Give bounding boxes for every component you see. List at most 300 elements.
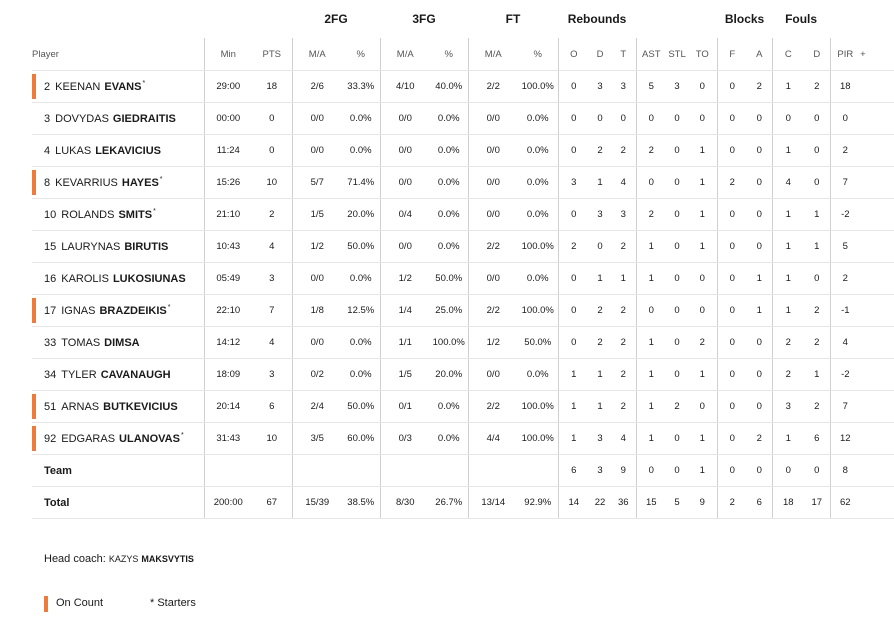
col-blk-f[interactable]: F	[717, 38, 747, 71]
player-last-name[interactable]: LEKAVICIUS	[95, 144, 162, 157]
cell-reb-o: 6	[558, 455, 589, 487]
cell-ft-ma: 0/0	[468, 167, 518, 199]
cell-reb-o: 1	[558, 423, 589, 455]
cell-pts: 0	[252, 103, 292, 135]
table-row	[32, 423, 894, 455]
on-count-marker-icon	[32, 426, 36, 451]
cell-blk-f: 0	[717, 423, 747, 455]
cell-foul-d: 6	[804, 423, 830, 455]
cell-fg3-pct: 0.0%	[430, 167, 468, 199]
cell-blk-a: 0	[747, 391, 772, 423]
cell-ft-pct: 100.0%	[518, 295, 558, 327]
cell-ft-pct: 0.0%	[518, 167, 558, 199]
player-number: 34	[44, 368, 57, 381]
cell-fg2-pct: 38.5%	[342, 487, 380, 519]
cell-pir: 5	[830, 231, 860, 263]
cell-reb-t: 2	[611, 359, 636, 391]
cell-foul-c: 2	[772, 327, 804, 359]
cell-pir: 18	[830, 71, 860, 103]
cell-fg3-pct: 0.0%	[430, 423, 468, 455]
player-last-name[interactable]: CAVANAUGH	[100, 368, 171, 381]
cell-pir: -2	[830, 199, 860, 231]
cell-reb-o: 3	[558, 167, 589, 199]
cell-pts: 7	[252, 295, 292, 327]
cell-pir: -2	[830, 359, 860, 391]
box-score-table	[32, 0, 894, 519]
col-fg3-pct[interactable]: %	[430, 38, 468, 71]
cell-extra	[860, 199, 894, 231]
cell-ast: 0	[636, 167, 666, 199]
cell-min: 14:12	[204, 327, 252, 359]
cell-reb-o: 0	[558, 103, 589, 135]
cell-ft-ma: 2/2	[468, 231, 518, 263]
cell-fg2-pct: 0.0%	[342, 263, 380, 295]
cell-pir: 62	[830, 487, 860, 519]
cell-reb-t: 4	[611, 423, 636, 455]
cell-blk-f: 0	[717, 263, 747, 295]
cell-ft-pct: 0.0%	[518, 199, 558, 231]
cell-fg2-ma: 0/0	[292, 135, 342, 167]
cell-pts: 3	[252, 263, 292, 295]
cell-ast: 2	[636, 135, 666, 167]
col-foul-d[interactable]: D	[804, 38, 830, 71]
col-fg3-ma[interactable]: M/A	[380, 38, 430, 71]
cell-ft-ma: 0/0	[468, 103, 518, 135]
cell-pts: 4	[252, 231, 292, 263]
player-last-name[interactable]: BRAZDEIKIS	[99, 304, 167, 317]
cell-reb-d: 3	[589, 423, 611, 455]
cell-ast: 5	[636, 71, 666, 103]
cell-blk-a: 0	[747, 359, 772, 391]
cell-foul-c: 18	[772, 487, 804, 519]
cell-reb-o: 0	[558, 295, 589, 327]
cell-min: 22:10	[204, 295, 252, 327]
cell-ast: 1	[636, 231, 666, 263]
cell-reb-d: 3	[589, 71, 611, 103]
cell-foul-d: 2	[804, 391, 830, 423]
cell-to: 1	[688, 423, 717, 455]
cell-reb-d: 0	[589, 103, 611, 135]
table-row	[32, 327, 894, 359]
cell-pir: 4	[830, 327, 860, 359]
cell-stl: 2	[666, 391, 688, 423]
cell-foul-c: 1	[772, 295, 804, 327]
cell-foul-d: 0	[804, 103, 830, 135]
player-cell[interactable]	[32, 327, 204, 359]
cell-ft-pct: 0.0%	[518, 263, 558, 295]
cell-min: 31:43	[204, 423, 252, 455]
cell-foul-d: 0	[804, 167, 830, 199]
col-fg2-pct[interactable]: %	[342, 38, 380, 71]
cell-blk-f: 0	[717, 455, 747, 487]
cell-stl: 0	[666, 103, 688, 135]
cell-stl: 0	[666, 295, 688, 327]
player-last-name[interactable]: DIMSA	[104, 336, 140, 349]
cell-blk-a: 0	[747, 103, 772, 135]
cell-blk-a: 0	[747, 167, 772, 199]
cell-fg3-pct: 100.0%	[430, 327, 468, 359]
group-header-row	[32, 0, 894, 38]
col-blk-a[interactable]: A	[747, 38, 772, 71]
cell-pir: 2	[830, 135, 860, 167]
cell-pts: 10	[252, 167, 292, 199]
cell-foul-c: 0	[772, 103, 804, 135]
total-row	[32, 487, 894, 519]
cell-fg3-ma: 1/1	[380, 327, 430, 359]
cell-extra	[860, 391, 894, 423]
cell-ast: 1	[636, 391, 666, 423]
cell-foul-c: 3	[772, 391, 804, 423]
on-count-marker-icon	[32, 394, 36, 419]
cell-pts	[252, 455, 292, 487]
player-last-name[interactable]: EVANS	[104, 80, 142, 93]
player-cell[interactable]	[32, 359, 204, 391]
cell-fg3-ma: 1/2	[380, 263, 430, 295]
cell-ft-ma: 0/0	[468, 263, 518, 295]
cell-fg2-ma: 3/5	[292, 423, 342, 455]
cell-to: 1	[688, 359, 717, 391]
cell-ft-ma	[468, 455, 518, 487]
cell-fg2-pct: 33.3%	[342, 71, 380, 103]
cell-to: 0	[688, 263, 717, 295]
col-stl[interactable]: STL	[666, 38, 688, 71]
col-reb-d[interactable]: D	[589, 38, 611, 71]
cell-extra	[860, 103, 894, 135]
cell-reb-o: 0	[558, 263, 589, 295]
group-3fg: 3FG	[412, 12, 436, 26]
cell-stl: 5	[666, 487, 688, 519]
cell-fg3-pct: 26.7%	[430, 487, 468, 519]
cell-fg3-pct: 20.0%	[430, 359, 468, 391]
cell-ast: 1	[636, 423, 666, 455]
cell-min: 05:49	[204, 263, 252, 295]
cell-ft-pct: 50.0%	[518, 327, 558, 359]
cell-ft-pct: 100.0%	[518, 423, 558, 455]
cell-reb-o: 0	[558, 199, 589, 231]
group-2fg: 2FG	[324, 12, 348, 26]
cell-ft-ma: 0/0	[468, 199, 518, 231]
cell-foul-c: 0	[772, 455, 804, 487]
cell-min: 21:10	[204, 199, 252, 231]
player-number: 4	[44, 144, 51, 157]
cell-stl: 0	[666, 167, 688, 199]
cell-to: 2	[688, 327, 717, 359]
cell-ast: 1	[636, 327, 666, 359]
cell-to: 1	[688, 167, 717, 199]
cell-min: 200:00	[204, 487, 252, 519]
cell-fg3-ma: 0/0	[380, 231, 430, 263]
total-label-cell	[32, 487, 204, 519]
cell-extra	[860, 295, 894, 327]
cell-min	[204, 455, 252, 487]
legend-starters: * Starters	[150, 597, 196, 609]
cell-fg3-pct: 0.0%	[430, 231, 468, 263]
player-cell[interactable]	[32, 103, 204, 135]
cell-stl: 0	[666, 423, 688, 455]
cell-fg2-ma: 1/5	[292, 199, 342, 231]
player-cell[interactable]	[32, 199, 204, 231]
cell-reb-d: 2	[589, 327, 611, 359]
col-ft-pct[interactable]: %	[518, 38, 558, 71]
cell-stl: 0	[666, 327, 688, 359]
cell-pts: 3	[252, 359, 292, 391]
player-number: 17	[44, 304, 57, 317]
player-last-name[interactable]: GIEDRAITIS	[112, 112, 176, 125]
cell-ast: 1	[636, 359, 666, 391]
cell-reb-o: 2	[558, 231, 589, 263]
cell-ft-ma: 2/2	[468, 71, 518, 103]
cell-blk-f: 2	[717, 167, 747, 199]
cell-blk-a: 0	[747, 199, 772, 231]
player-first-name: IGNAS	[61, 304, 96, 317]
player-number: 2	[44, 80, 51, 93]
cell-ft-pct: 92.9%	[518, 487, 558, 519]
cell-extra	[860, 231, 894, 263]
cell-fg3-pct: 0.0%	[430, 391, 468, 423]
cell-blk-a: 1	[747, 263, 772, 295]
cell-blk-f: 2	[717, 487, 747, 519]
cell-reb-d: 1	[589, 391, 611, 423]
cell-ft-pct: 0.0%	[518, 103, 558, 135]
player-cell[interactable]	[32, 71, 204, 103]
cell-fg3-ma: 4/10	[380, 71, 430, 103]
cell-fg3-pct: 0.0%	[430, 103, 468, 135]
cell-to: 1	[688, 199, 717, 231]
column-header-row	[32, 38, 894, 71]
table-row	[32, 71, 894, 103]
group-rebounds: Rebounds	[567, 12, 627, 26]
cell-ft-pct: 100.0%	[518, 71, 558, 103]
cell-to: 0	[688, 295, 717, 327]
cell-ft-pct: 100.0%	[518, 231, 558, 263]
cell-reb-d: 1	[589, 167, 611, 199]
cell-reb-d: 3	[589, 455, 611, 487]
col-to[interactable]: TO	[688, 38, 717, 71]
cell-fg2-ma: 0/0	[292, 103, 342, 135]
cell-to: 1	[688, 135, 717, 167]
player-last-name[interactable]: ULANOVAS	[119, 432, 180, 445]
cell-pir: 0	[830, 103, 860, 135]
cell-fg2-pct: 0.0%	[342, 103, 380, 135]
player-last-name[interactable]: SMITS	[118, 208, 153, 221]
cell-blk-f: 0	[717, 71, 747, 103]
col-player[interactable]: Player	[32, 38, 204, 71]
cell-fg2-pct: 0.0%	[342, 135, 380, 167]
cell-extra	[860, 327, 894, 359]
player-first-name: EDGARAS	[61, 432, 116, 445]
cell-ft-ma: 2/2	[468, 295, 518, 327]
cell-blk-a: 1	[747, 295, 772, 327]
cell-blk-f: 0	[717, 295, 747, 327]
cell-extra	[860, 71, 894, 103]
player-cell[interactable]	[32, 391, 204, 423]
cell-fg2-ma: 2/6	[292, 71, 342, 103]
cell-ast: 0	[636, 103, 666, 135]
head-coach	[44, 553, 194, 565]
cell-fg3-ma: 0/0	[380, 135, 430, 167]
cell-reb-t: 0	[611, 103, 636, 135]
cell-fg2-pct	[342, 455, 380, 487]
head-coach-label: Head coach:	[44, 553, 106, 565]
group-ft: FT	[505, 12, 521, 26]
legend-on-count: On Count	[56, 597, 104, 609]
cell-foul-d: 2	[804, 71, 830, 103]
table-row	[32, 103, 894, 135]
cell-ft-ma: 1/2	[468, 327, 518, 359]
cell-fg2-pct: 60.0%	[342, 423, 380, 455]
cell-extra	[860, 359, 894, 391]
cell-blk-a: 0	[747, 327, 772, 359]
player-last-name[interactable]: LUKOSIUNAS	[112, 272, 186, 285]
player-first-name: TOMAS	[61, 336, 101, 349]
cell-fg3-ma: 0/0	[380, 103, 430, 135]
cell-pir: 2	[830, 263, 860, 295]
cell-to: 0	[688, 391, 717, 423]
cell-foul-d: 0	[804, 263, 830, 295]
player-cell[interactable]	[32, 263, 204, 295]
player-first-name: DOVYDAS	[55, 112, 109, 125]
player-cell[interactable]	[32, 231, 204, 263]
cell-pts: 10	[252, 423, 292, 455]
player-last-name[interactable]: BUTKEVICIUS	[103, 400, 178, 413]
cell-stl: 0	[666, 135, 688, 167]
col-ast[interactable]: AST	[636, 38, 666, 71]
cell-reb-t: 2	[611, 327, 636, 359]
cell-blk-a: 2	[747, 71, 772, 103]
cell-fg3-ma: 1/4	[380, 295, 430, 327]
cell-blk-f: 0	[717, 327, 747, 359]
player-last-name[interactable]: BIRUTIS	[124, 240, 169, 253]
cell-foul-c: 1	[772, 199, 804, 231]
cell-foul-d: 0	[804, 455, 830, 487]
cell-fg3-ma: 0/3	[380, 423, 430, 455]
cell-reb-t: 4	[611, 167, 636, 199]
total-label: Total	[44, 496, 70, 509]
cell-stl: 0	[666, 359, 688, 391]
cell-reb-o: 14	[558, 487, 589, 519]
table-row	[32, 135, 894, 167]
col-pir[interactable]: PIR	[830, 38, 860, 71]
on-count-marker-icon	[44, 596, 48, 612]
cell-blk-f: 0	[717, 199, 747, 231]
cell-blk-a: 6	[747, 487, 772, 519]
cell-pts: 18	[252, 71, 292, 103]
cell-blk-a: 2	[747, 423, 772, 455]
group-blocks: Blocks	[724, 12, 765, 26]
cell-min: 18:09	[204, 359, 252, 391]
on-count-marker-icon	[32, 170, 36, 195]
cell-reb-t: 2	[611, 295, 636, 327]
on-count-marker-icon	[32, 74, 36, 99]
cell-reb-o: 0	[558, 135, 589, 167]
player-first-name: ROLANDS	[61, 208, 115, 221]
cell-fg2-pct: 71.4%	[342, 167, 380, 199]
cell-fg3-pct: 0.0%	[430, 199, 468, 231]
col-min[interactable]: Min	[204, 38, 252, 71]
cell-reb-d: 0	[589, 231, 611, 263]
col-reb-o[interactable]: O	[558, 38, 589, 71]
cell-ast: 2	[636, 199, 666, 231]
cell-extra	[860, 455, 894, 487]
player-first-name: TYLER	[61, 368, 97, 381]
col-ft-ma[interactable]: M/A	[468, 38, 518, 71]
table-row	[32, 263, 894, 295]
cell-ft-ma: 13/14	[468, 487, 518, 519]
cell-fg3-pct	[430, 455, 468, 487]
cell-fg3-pct: 0.0%	[430, 135, 468, 167]
cell-blk-f: 0	[717, 103, 747, 135]
cell-ft-ma: 2/2	[468, 391, 518, 423]
cell-pts: 4	[252, 327, 292, 359]
player-number: 92	[44, 432, 57, 445]
team-label: Team	[44, 464, 72, 477]
cell-reb-d: 2	[589, 135, 611, 167]
cell-fg2-ma: 0/0	[292, 263, 342, 295]
team-label-cell	[32, 455, 204, 487]
col-pts[interactable]: PTS	[252, 38, 292, 71]
table-row	[32, 167, 894, 199]
cell-pts: 2	[252, 199, 292, 231]
cell-extra	[860, 487, 894, 519]
cell-foul-d: 1	[804, 231, 830, 263]
player-cell[interactable]	[32, 167, 204, 199]
starter-mark: *	[142, 79, 146, 87]
cell-fg2-pct: 50.0%	[342, 231, 380, 263]
starter-mark: *	[153, 207, 156, 215]
cell-min: 10:43	[204, 231, 252, 263]
cell-foul-c: 4	[772, 167, 804, 199]
cell-reb-d: 22	[589, 487, 611, 519]
player-number: 51	[44, 400, 57, 413]
cell-fg3-pct: 50.0%	[430, 263, 468, 295]
player-cell[interactable]	[32, 135, 204, 167]
cell-foul-d: 1	[804, 359, 830, 391]
cell-pts: 6	[252, 391, 292, 423]
cell-foul-d: 17	[804, 487, 830, 519]
cell-fg2-ma: 0/2	[292, 359, 342, 391]
cell-fg3-ma: 0/1	[380, 391, 430, 423]
cell-pir: -1	[830, 295, 860, 327]
cell-ft-pct: 0.0%	[518, 359, 558, 391]
player-last-name[interactable]: HAYES	[121, 176, 159, 189]
cell-stl: 0	[666, 199, 688, 231]
cell-ft-ma: 0/0	[468, 359, 518, 391]
cell-foul-d: 2	[804, 327, 830, 359]
table-row	[32, 231, 894, 263]
player-first-name: KEVARRIUS	[55, 176, 118, 189]
player-number: 16	[44, 272, 57, 285]
cell-foul-c: 2	[772, 359, 804, 391]
col-foul-c[interactable]: C	[772, 38, 804, 71]
player-cell[interactable]	[32, 423, 204, 455]
cell-pir: 12	[830, 423, 860, 455]
col-fg2-ma[interactable]: M/A	[292, 38, 342, 71]
cell-ft-pct: 0.0%	[518, 135, 558, 167]
cell-foul-c: 1	[772, 135, 804, 167]
cell-fg3-pct: 25.0%	[430, 295, 468, 327]
cell-reb-t: 3	[611, 199, 636, 231]
cell-fg2-pct: 0.0%	[342, 327, 380, 359]
col-reb-t[interactable]: T	[611, 38, 636, 71]
cell-blk-a: 0	[747, 135, 772, 167]
player-cell[interactable]	[32, 295, 204, 327]
player-number: 3	[44, 112, 51, 125]
cell-ft-pct	[518, 455, 558, 487]
cell-to: 1	[688, 231, 717, 263]
cell-foul-c: 1	[772, 423, 804, 455]
cell-reb-o: 1	[558, 359, 589, 391]
col-extra[interactable]: +	[860, 38, 894, 71]
